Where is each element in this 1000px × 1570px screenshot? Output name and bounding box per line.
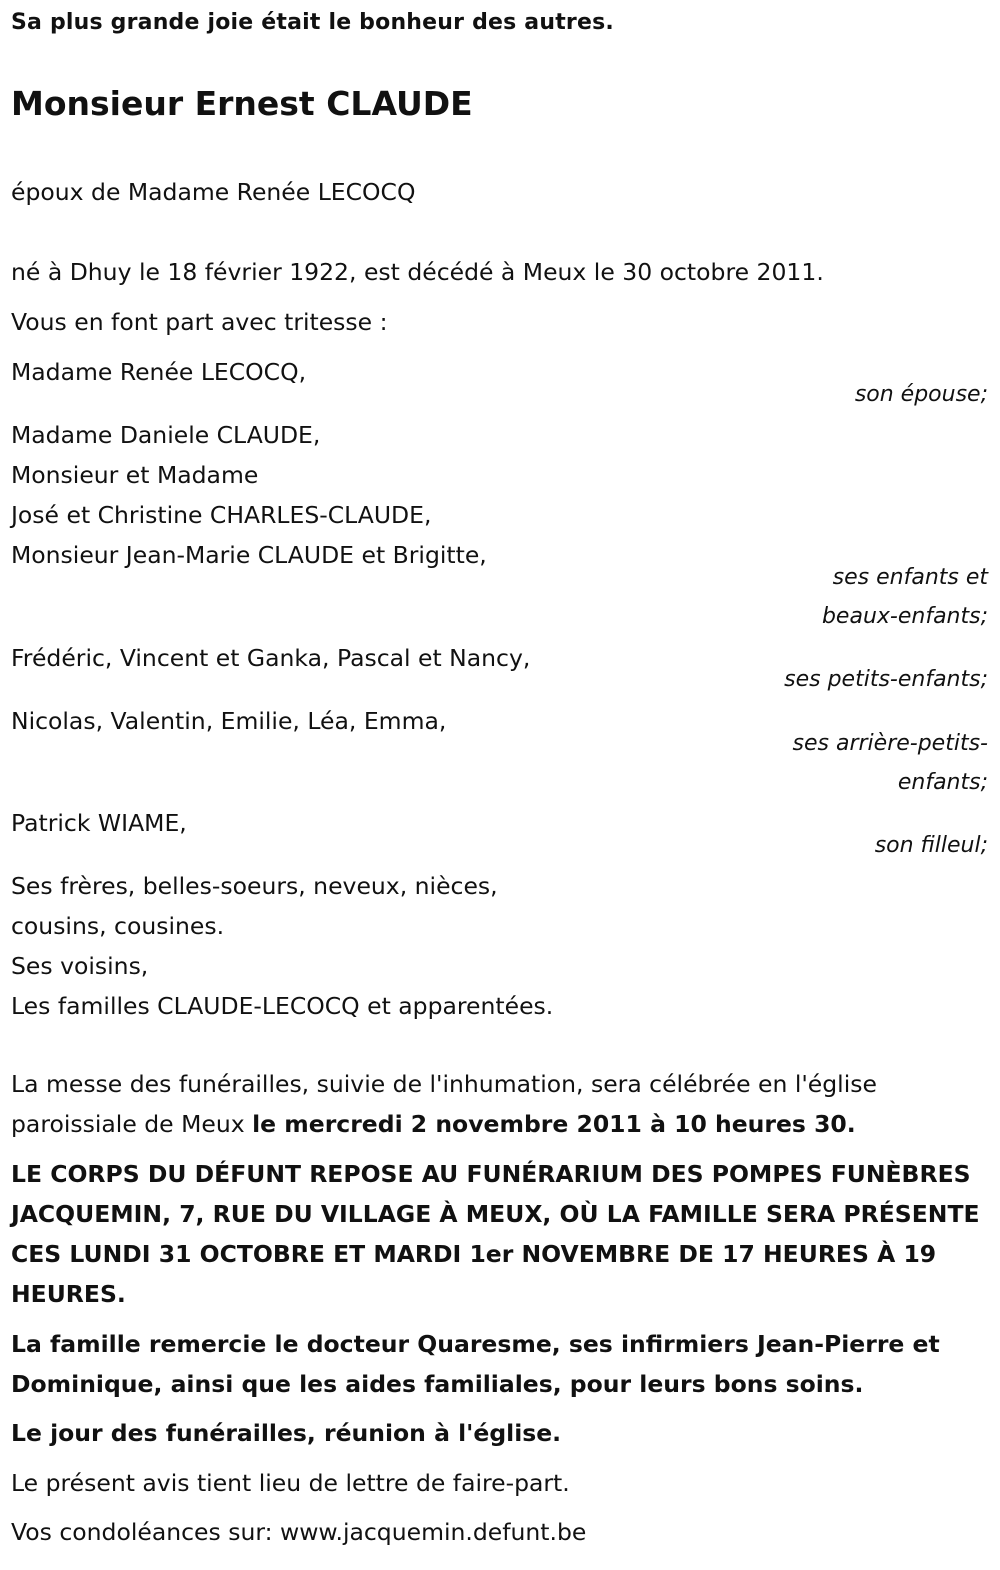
- birth-death-line: né à Dhuy le 18 février 1922, est décédé à Meux le 30 octobre 2011.: [11, 258, 824, 286]
- meeting-line: Le jour des funérailles, réunion à l'église.: [11, 1419, 562, 1447]
- relatives-line: Ses voisins,: [11, 952, 149, 980]
- spouse-line: époux de Madame Renée LECOCQ: [11, 178, 416, 206]
- intro-line: Vous en font part avec tritesse :: [11, 308, 388, 336]
- thanks-paragraph: La famille remercie le docteur Quaresme, ses infirmiers Jean-Pierre et Dominique, ainsi que les aides familiales, pour leurs bons soins.: [11, 1330, 940, 1398]
- spouse-relation: son épouse;: [854, 382, 988, 407]
- grandchildren-names: Frédéric, Vincent et Ganka, Pascal et Nancy,: [11, 644, 531, 672]
- godson-name: Patrick WIAME,: [11, 809, 187, 837]
- child-line: José et Christine CHARLES-CLAUDE,: [11, 501, 432, 529]
- notice-line: Le présent avis tient lieu de lettre de faire-part.: [11, 1469, 570, 1497]
- child-line: Madame Daniele CLAUDE,: [11, 421, 321, 449]
- great-grandchildren-relation: enfants;: [897, 770, 988, 795]
- great-grandchildren-names: Nicolas, Valentin, Emilie, Léa, Emma,: [11, 707, 447, 735]
- relatives-line: cousins, cousines.: [11, 912, 225, 940]
- motto: Sa plus grande joie était le bonheur des autres.: [11, 10, 614, 35]
- spouse-name: Madame Renée LECOCQ,: [11, 358, 307, 386]
- godson-relation: son filleul;: [874, 833, 988, 858]
- children-relation: beaux-enfants;: [821, 604, 988, 629]
- visitation-paragraph: LE CORPS DU DÉFUNT REPOSE AU FUNÉRARIUM DES POMPES FUNÈBRES JACQUEMIN, 7, RUE DU VILLAGE À MEUX, OÙ LA FAMILLE SERA PRÉSENTE CES LUNDI 31 OCTOBRE ET MARDI 1er NOVEMBRE DE 17 HEURES À 19 HEURES.: [11, 1160, 980, 1308]
- funeral-text: La messe des funérailles, suivie de l'inhumation, sera célébrée en l'église paroissiale de Meux: [11, 1070, 877, 1138]
- funeral-date: le mercredi 2 novembre 2011 à 10 heures 30.: [252, 1110, 856, 1138]
- child-line: Monsieur Jean-Marie CLAUDE et Brigitte,: [11, 541, 487, 569]
- funeral-paragraph: [11, 1064, 996, 1144]
- child-line: Monsieur et Madame: [11, 461, 259, 489]
- relatives-line: Ses frères, belles-soeurs, neveux, nièces,: [11, 872, 498, 900]
- condolences-line: Vos condoléances sur: www.jacquemin.defunt.be: [11, 1518, 587, 1546]
- deceased-name: Monsieur Ernest CLAUDE: [11, 84, 473, 123]
- relatives-line: Les familles CLAUDE-LECOCQ et apparentées.: [11, 992, 554, 1020]
- great-grandchildren-relation: ses arrière-petits-: [792, 731, 988, 756]
- children-relation: ses enfants et: [832, 565, 988, 590]
- grandchildren-relation: ses petits-enfants;: [784, 667, 988, 692]
